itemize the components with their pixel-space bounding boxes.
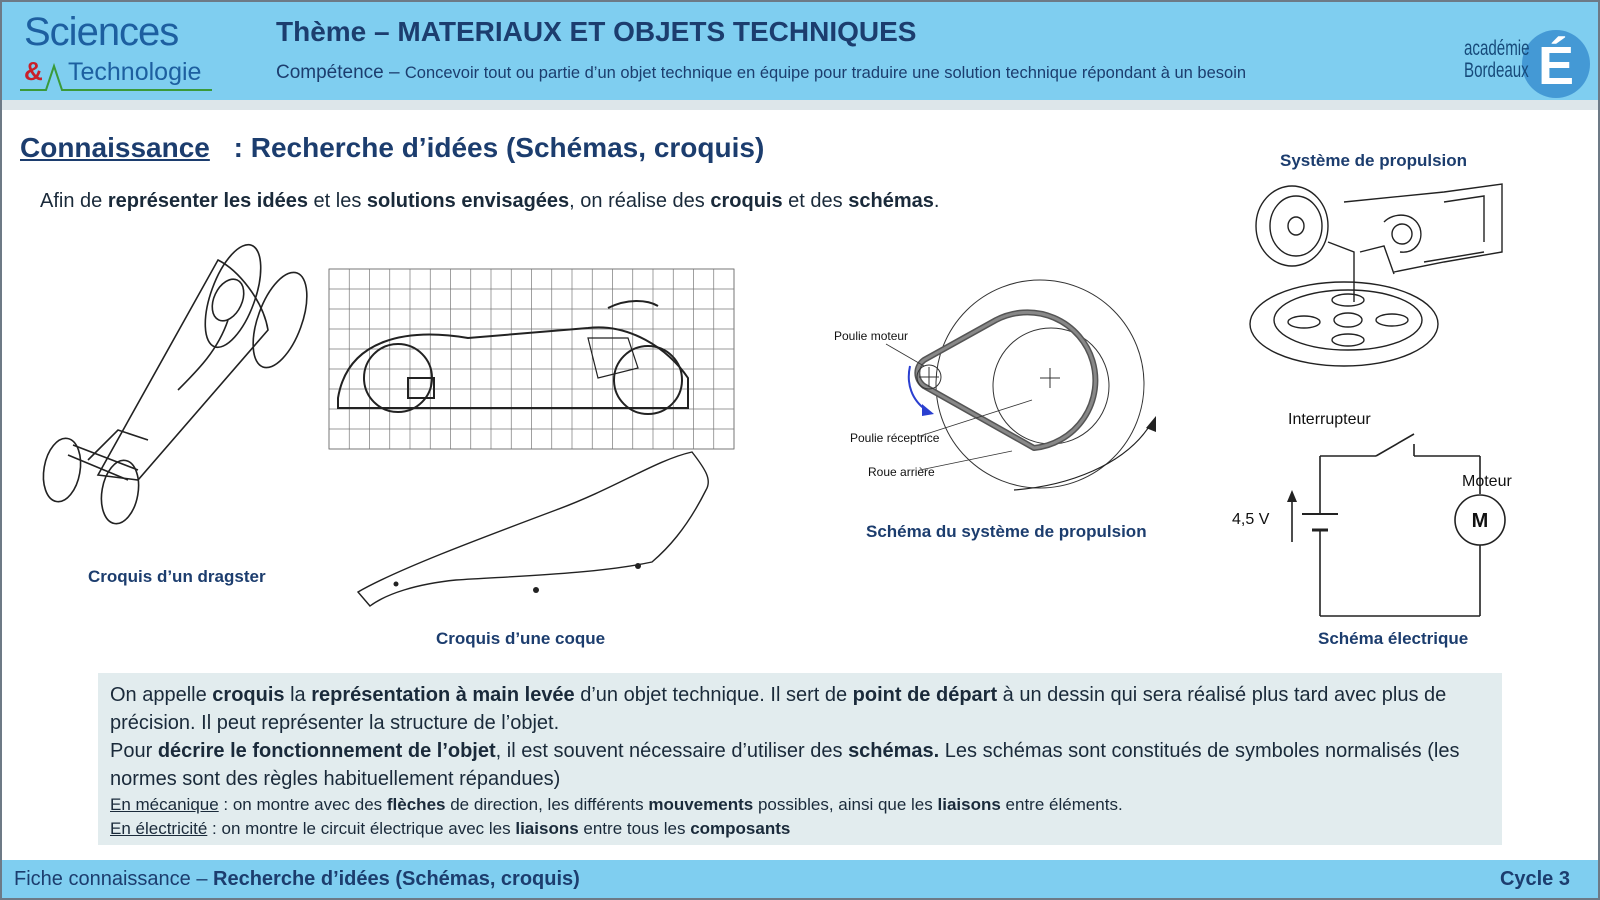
- definition-schemas: Pour décrire le fonctionnement de l’objet, il est souvent nécessaire d’utiliser des schémas. Les schémas sont constitués de symboles normalisés (les normes sont des règles habituellement répandues): [110, 740, 1460, 790]
- logo-technologie-text: Technologie: [68, 58, 202, 86]
- label-poulie-receptrice: Poulie réceptrice: [850, 431, 940, 445]
- dragster-caption: Croquis d’un dragster: [88, 567, 266, 586]
- propulsion-schema-caption: Schéma du système de propulsion: [866, 522, 1147, 541]
- car-grid-sketch: [328, 268, 736, 452]
- definition-mecanique: En mécanique : on montre avec des flèches de direction, les différents mouvements possibles, ainsi que les liaisons entre éléments.: [110, 795, 1123, 814]
- label-poulie-moteur: Poulie moteur: [834, 329, 909, 343]
- section-title: Connaissance : Recherche d’idées (Schémas, croquis): [20, 132, 765, 163]
- propulsion-schema: [826, 276, 1166, 508]
- definition-box: [98, 673, 1502, 845]
- dragster-sketch: [28, 240, 318, 540]
- logo-ampersand: &: [24, 56, 43, 86]
- label-interrupteur: Interrupteur: [1288, 411, 1371, 428]
- electric-schema: [1232, 410, 1516, 620]
- logo-sciences-text: Sciences: [24, 10, 179, 54]
- coque-sketch: [356, 450, 716, 610]
- footer-title: Fiche connaissance – Recherche d’idées (Schémas, croquis): [14, 868, 580, 890]
- sciences-technologie-logo: [16, 6, 226, 94]
- theme-title: Thème – MATERIAUX ET OBJETS TECHNIQUES: [276, 16, 917, 47]
- academie-bordeaux-logo: [1460, 4, 1596, 100]
- definition-croquis: On appelle croquis la représentation à main levée d’un objet technique. Il sert de point de départ à un dessin qui sera réalisé plus tard avec plus de précision. Il peut représenter la structure de l’objet.: [110, 684, 1447, 734]
- motor-symbol: M: [1471, 510, 1489, 532]
- label-voltage: 4,5 V: [1232, 511, 1270, 528]
- coque-caption: Croquis d’une coque: [436, 629, 606, 648]
- definition-electricite: En électricité : on montre le circuit électrique avec les liaisons entre tous les composants: [110, 819, 791, 838]
- label-moteur: Moteur: [1462, 473, 1512, 490]
- label-roue-arriere: Roue arrière: [868, 465, 935, 479]
- propulsion-system-caption: Système de propulsion: [1280, 151, 1468, 170]
- svg-text:É: É: [1537, 36, 1575, 96]
- footer-bar: [2, 860, 1598, 898]
- electric-caption: Schéma électrique: [1318, 629, 1469, 648]
- competence-line: Compétence – Concevoir tout ou partie d’un objet technique en équipe pour traduire une solution technique répondant à un besoin: [276, 62, 1247, 83]
- academie-text: académie Bordeaux: [1464, 37, 1530, 82]
- propulsion-system-drawing: [1244, 182, 1506, 372]
- intro-paragraph: Afin de représenter les idées et les solutions envisagées, on réalise des croquis et des schémas.: [40, 190, 940, 212]
- header-divider: [2, 100, 1598, 110]
- footer-cycle: Cycle 3: [1499, 868, 1570, 890]
